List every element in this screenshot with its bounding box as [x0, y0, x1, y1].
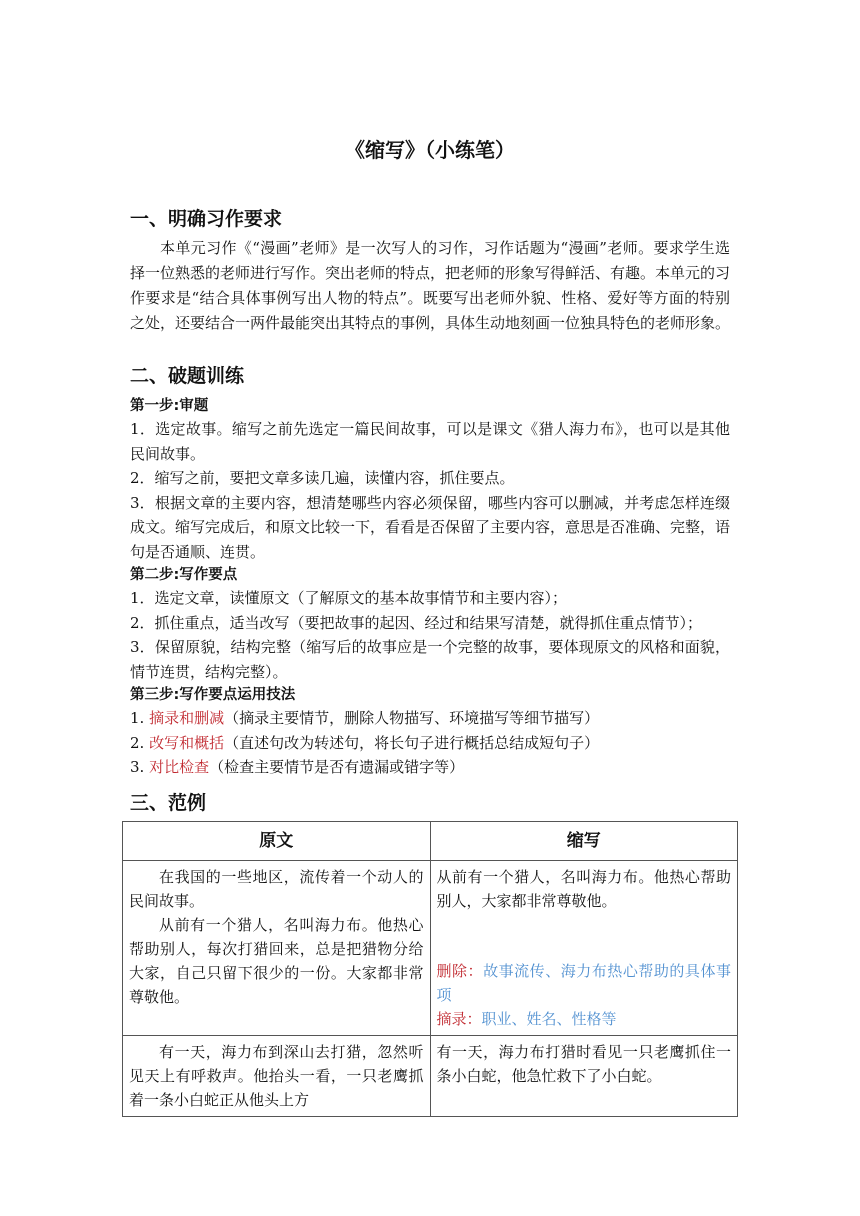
delete-text: 故事流传、海力布热心帮助的具体事项 [436, 962, 731, 1004]
step3-item-1-desc: （摘录主要情节，删除人物描写、环境描写等细节描写） [224, 709, 600, 727]
cell-spacer [437, 913, 732, 959]
step1-item-2: 2．缩写之前，要把文章多读几遍，读懂内容，抓住要点。 [130, 469, 515, 487]
document-title: 《缩写》（小练笔） [345, 138, 515, 162]
step3-item-2-num: 2. [130, 733, 145, 752]
step2-item-1: 1．选定文章，读懂原文（了解原文的基本故事情节和主要内容）； [130, 589, 568, 607]
section1-heading: 一、明确习作要求 [130, 208, 283, 230]
row1-original-p2: 从前有一个猎人，名叫海力布。他热心帮助别人，每次打猎回来，总是把猎物分给大家，自己只留下很少的一份。大家都非常尊敬他。 [129, 916, 424, 1006]
step2-item-2: 2．抓住重点，适当改写（要把故事的起因、经过和结果写清楚，就得抓住重点情节）； [130, 613, 703, 632]
extract-label: 摘录： [436, 1010, 482, 1028]
row1-abridged-cell [430, 861, 738, 1036]
step3-item-3-desc: （检查主要情节是否有遗漏或错字等） [209, 758, 465, 776]
header-abridged: 缩写 [430, 822, 738, 861]
row1-delete-note [437, 959, 732, 1007]
extract-text: 职业、姓名、性格等 [481, 1010, 617, 1028]
step3-item-1 [130, 706, 730, 731]
example-table [122, 821, 738, 1117]
row1-original-cell [123, 861, 431, 1036]
step3-title: 第三步:写作要点运用技法 [130, 687, 296, 703]
step1-item-3: 3．根据文章的主要内容，想清楚哪些内容必须保留，哪些内容可以删减，并考虑怎样连缀成文。缩写完成后，和原文比较一下，看看是否保留了主要内容，意思是否准确、完整，语句是否通顺、连贯。 [130, 493, 731, 561]
section1-paragraph: 本单元习作《“漫画”老师》是一次写人的习作，习作话题为“漫画”老师。要求学生选择一位熟悉的老师进行写作。突出老师的特点，把老师的形象写得鲜活、有趣。本单元的习作要求是“结合具体事例写出人物的特点”。既要写出老师外貌、性格、爱好等方面的特别之处，还要结合一两件最能突出其特点的事例，具体生动地刻画一位独具特色的老师形象。 [130, 239, 731, 332]
row1-extract-note [437, 1007, 732, 1031]
table-header-row [123, 822, 738, 861]
row1-original-p1: 在我国的一些地区，流传着一个动人的民间故事。 [129, 868, 424, 910]
step1-title: 第一步:审题 [130, 398, 209, 414]
step3-item-2 [130, 731, 730, 756]
step1-item-1: 1．选定故事。缩写之前先选定一篇民间故事，可以是课文《猎人海力布》，也可以是其他民间故事。 [130, 420, 730, 463]
delete-label: 删除： [436, 962, 484, 980]
row2-abridged-cell [430, 1036, 738, 1117]
row2-original-cell [123, 1036, 431, 1117]
step3-item-1-num: 1. [130, 709, 145, 727]
table-row [123, 1036, 738, 1117]
step2-item-3: 3．保留原貌，结构完整（缩写后的故事应是一个完整的故事，要体现原文的风格和面貌，情节连贯，结构完整）。 [130, 638, 730, 681]
step3-item-1-key: 摘录和删减 [149, 709, 225, 727]
section2-heading: 二、破题训练 [130, 365, 245, 387]
section2-body [130, 395, 730, 780]
header-original: 原文 [123, 822, 431, 861]
step3-item-3 [130, 755, 730, 780]
row1-abridged-text: 从前有一个猎人，名叫海力布。他热心帮助别人，大家都非常尊敬他。 [436, 868, 731, 910]
row2-original-p1: 有一天，海力布到深山去打猎，忽然听见天上有呼救声。他抬头一看，一只老鹰抓着一条小白蛇正从他头上方 [129, 1043, 424, 1109]
table-row [123, 861, 738, 1036]
step3-item-3-num: 3. [130, 758, 145, 776]
step3-item-2-key: 改写和概括 [149, 733, 225, 752]
section3-heading: 三、范例 [130, 792, 207, 814]
row2-abridged-text: 有一天，海力布打猎时看见一只老鹰抓住一条小白蛇，他急忙救下了小白蛇。 [436, 1043, 731, 1085]
step3-item-3-key: 对比检查 [149, 758, 210, 776]
step2-title: 第二步:写作要点 [130, 567, 238, 583]
step3-item-2-desc: （直述句改为转述句，将长句子进行概括总结成短句子） [224, 733, 600, 752]
